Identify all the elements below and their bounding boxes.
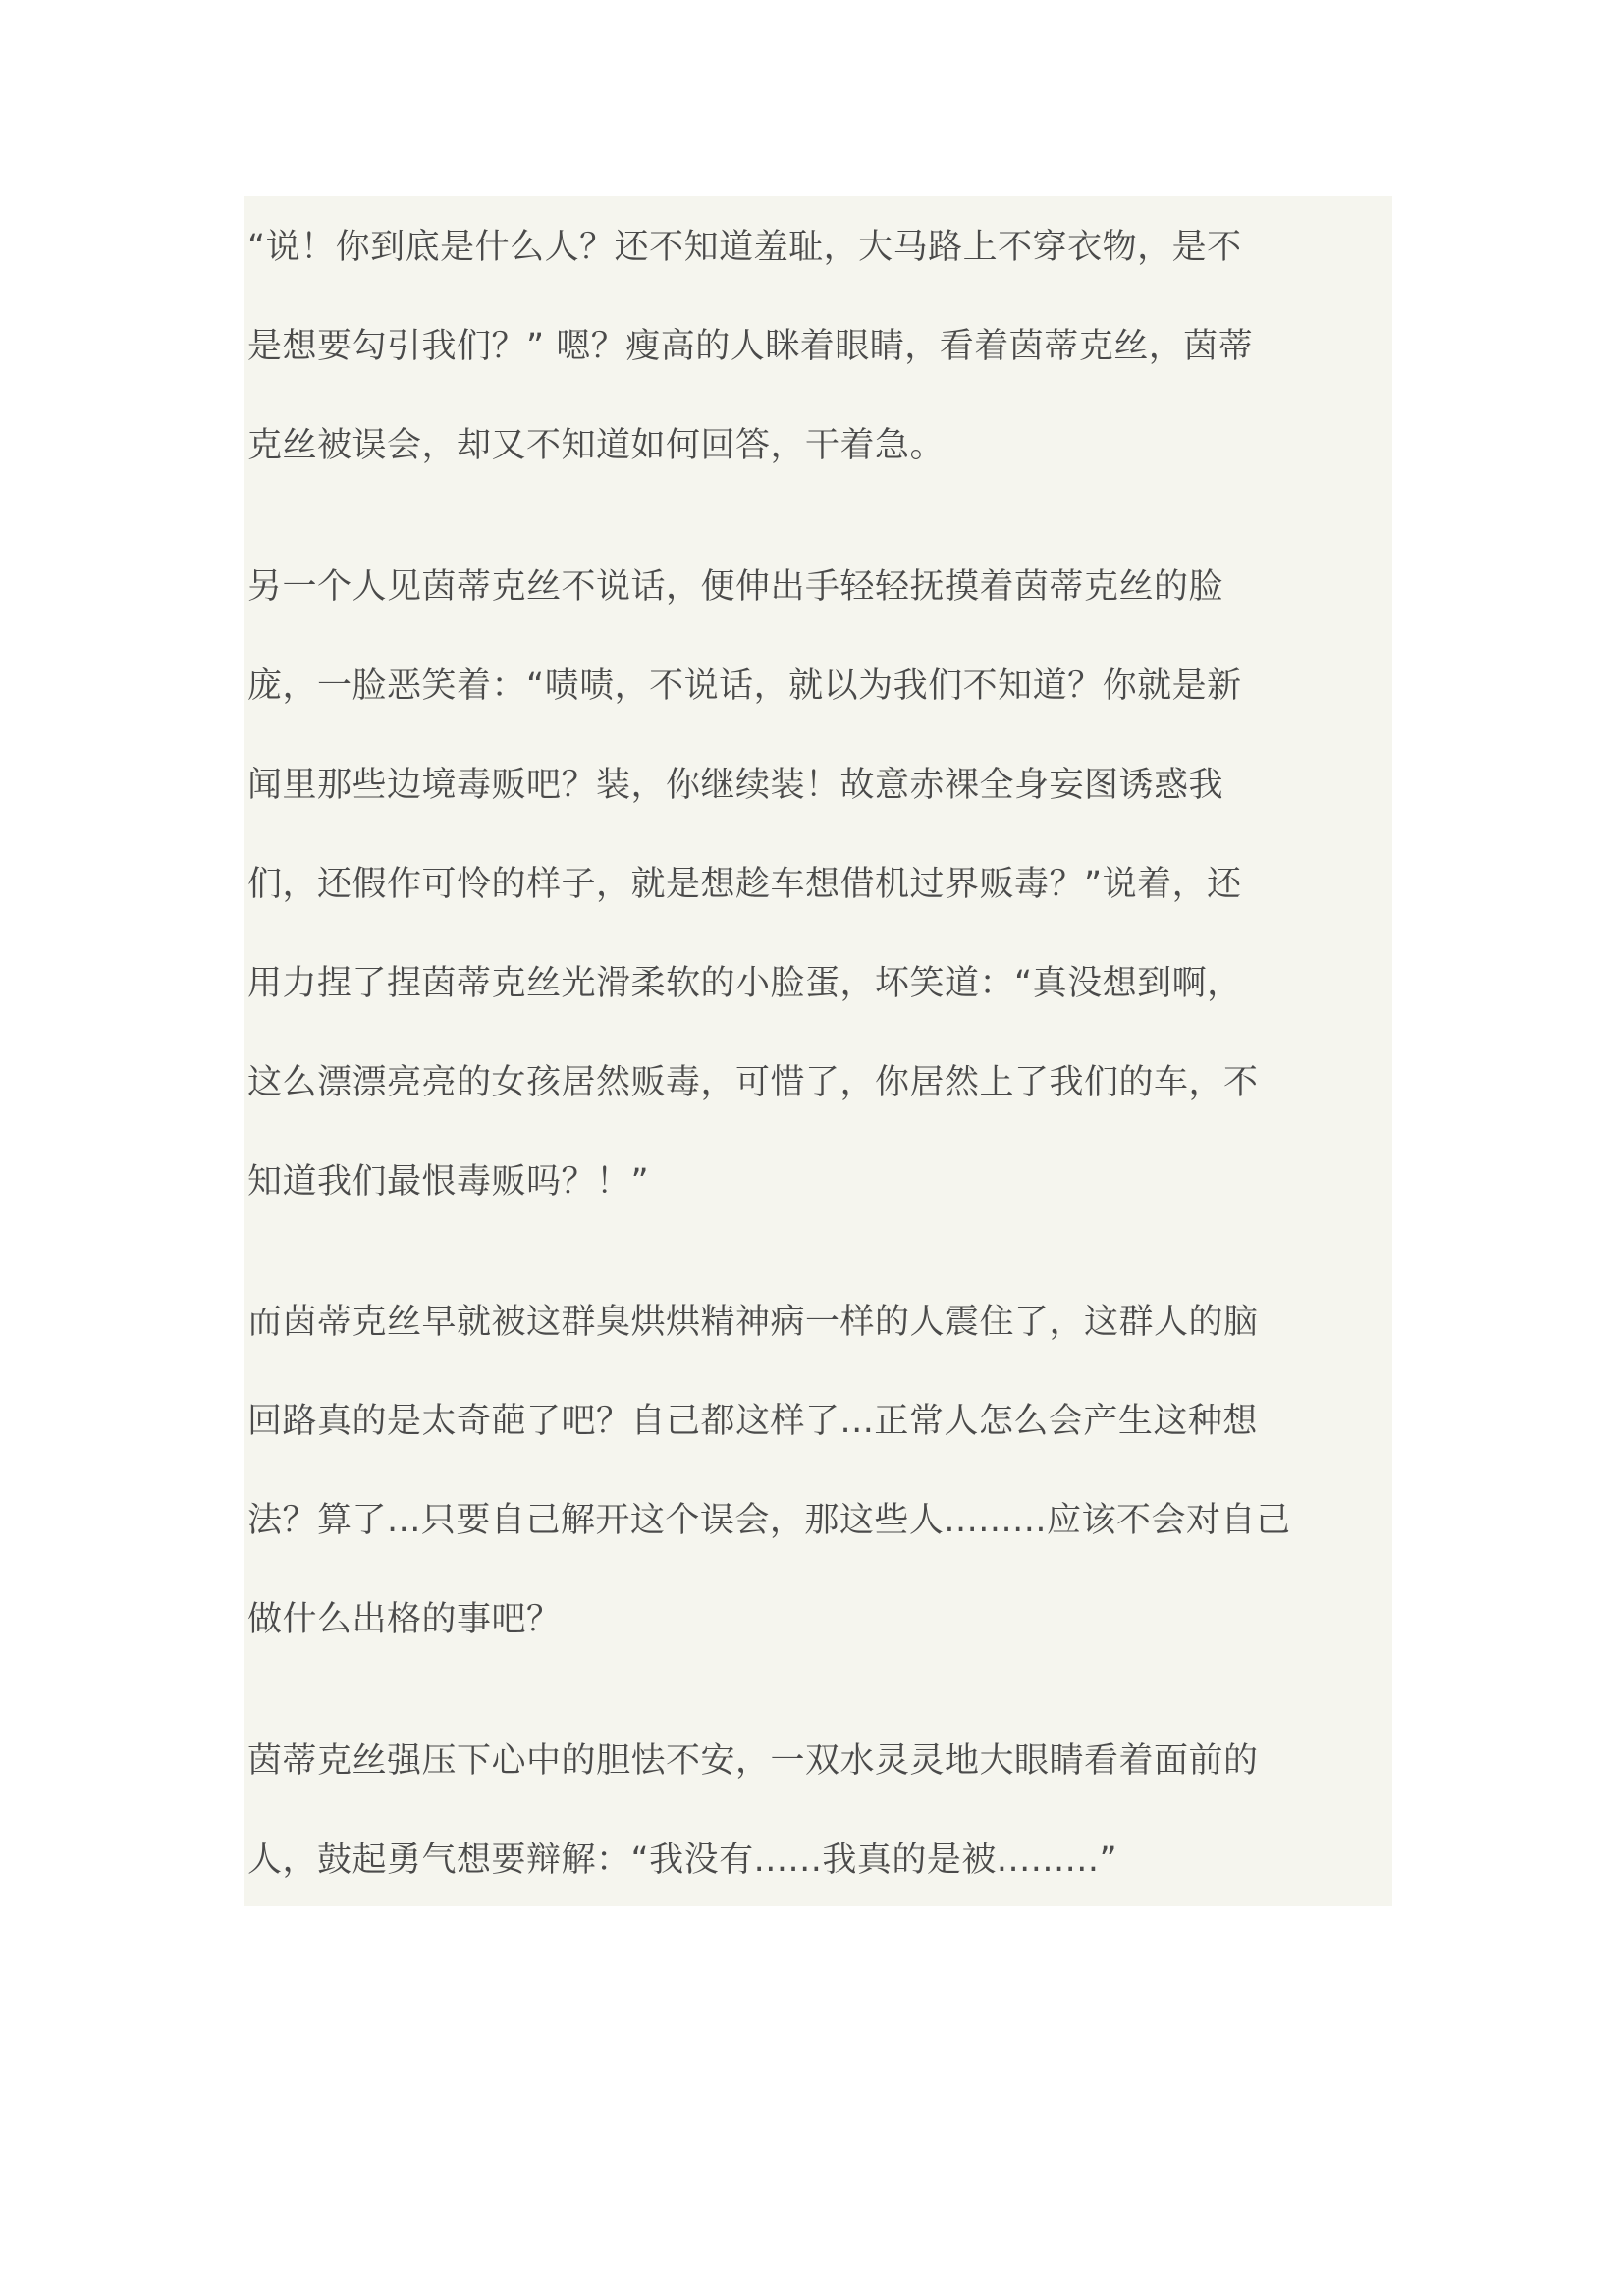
text-line: 做什么出格的事吧？ <box>247 1600 562 1639</box>
text-line: “说！你到底是什么人？还不知道羞耻，大马路上不穿衣物，是不 <box>247 228 1242 267</box>
text-line: 克丝被误会，却又不知道如何回答，干着急。 <box>247 426 946 465</box>
text-line: 用力捏了捏茵蒂克丝光滑柔软的小脸蛋，坏笑道：“真没想到啊， <box>247 964 1242 1003</box>
text-line: 们，还假作可怜的样子，就是想趁车想借机过界贩毒？”说着，还 <box>247 865 1242 904</box>
text-line: 是想要勾引我们？” 嗯？瘦高的人眯着眼睛，看着茵蒂克丝，茵蒂 <box>247 327 1254 366</box>
text-line: 回路真的是太奇葩了吧？自己都这样了...正常人怎么会产生这种想 <box>247 1402 1258 1441</box>
text-line: 人，鼓起勇气想要辩解：“我没有......我真的是被.........” <box>247 1841 1118 1880</box>
text-line: 茵蒂克丝强压下心中的胆怯不安，一双水灵灵地大眼睛看着面前的 <box>247 1741 1259 1781</box>
text-line: 知道我们最恨毒贩吗？！” <box>247 1162 650 1201</box>
text-line: 而茵蒂克丝早就被这群臭烘烘精神病一样的人震住了，这群人的脑 <box>247 1303 1259 1342</box>
text-line: 闻里那些边境毒贩吧？装，你继续装！故意赤裸全身妄图诱惑我 <box>247 766 1224 805</box>
text-line: 这么漂漂亮亮的女孩居然贩毒，可惜了，你居然上了我们的车，不 <box>247 1063 1259 1102</box>
text-line: 另一个人见茵蒂克丝不说话，便伸出手轻轻抚摸着茵蒂克丝的脸 <box>247 567 1224 607</box>
text-line: 法？算了...只要自己解开这个误会，那这些人.........应该不会对自己 <box>247 1501 1291 1540</box>
text-line: 庞，一脸恶笑着：“啧啧，不说话，就以为我们不知道？你就是新 <box>247 667 1242 706</box>
